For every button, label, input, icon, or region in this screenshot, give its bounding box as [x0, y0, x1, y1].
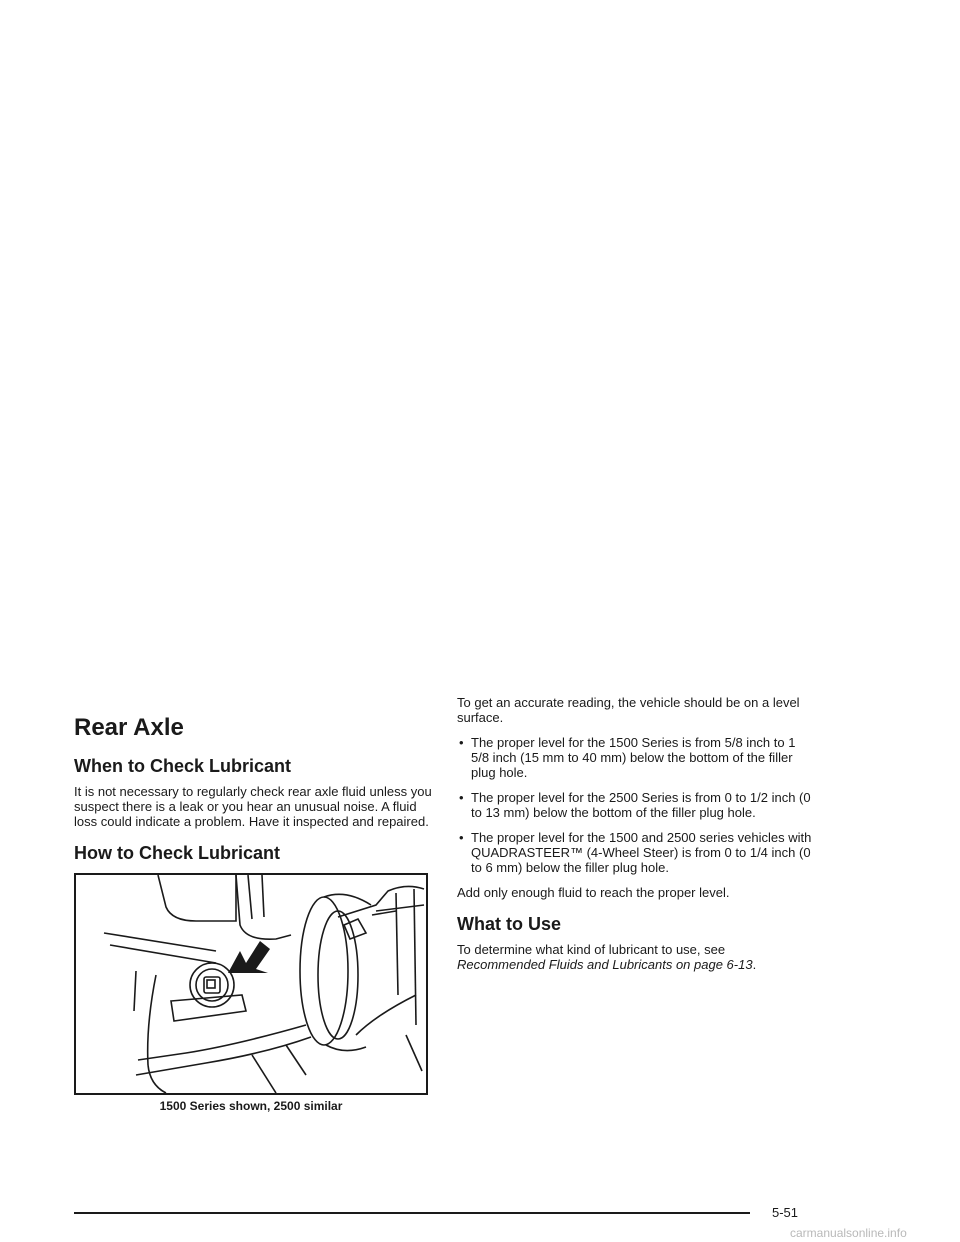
- figure-caption: 1500 Series shown, 2500 similar: [159, 1099, 343, 1113]
- watermark: carmanualsonline.info: [790, 1226, 907, 1240]
- section-heading-when: When to Check Lubricant: [74, 756, 292, 776]
- section-body-what: To determine what kind of lubricant to use, see Recommended Fluids and Lubricants on page 6-13.: [457, 942, 757, 972]
- footer-rule: [74, 1212, 750, 1214]
- section-heading-what: What to Use: [457, 914, 562, 934]
- list-item: • The proper level for the 2500 Series is from 0 to 1/2 inch (0 to 13 mm) below the bottom of the filler plug hole.: [459, 790, 811, 820]
- add-fluid-text: Add only enough fluid to reach the proper level.: [457, 885, 730, 900]
- bullet-icon: •: [459, 790, 464, 805]
- page-title: Rear Axle: [74, 714, 184, 741]
- list-item: • The proper level for the 1500 and 2500 series vehicles with QUADRASTEER™ (4-Wheel Steer) is from 0 to 1/4 inch (0 to 6 mm) below the filler plug hole.: [459, 830, 812, 875]
- page-number: 5-51: [772, 1205, 799, 1220]
- bullet-icon: •: [459, 735, 464, 750]
- section-heading-how: How to Check Lubricant: [74, 843, 281, 863]
- rear-axle-illustration: [76, 875, 426, 1093]
- recommended-fluids-link[interactable]: Recommended Fluids and Lubricants on page 6-13: [457, 957, 753, 972]
- section-body-when: It is not necessary to regularly check rear axle fluid unless you suspect there is a leak or you hear an unusual noise. A fluid loss could indicate a problem. Have it inspected and repaired.: [74, 784, 432, 829]
- left-column: [74, 712, 432, 1113]
- rear-axle-figure: [74, 873, 428, 1095]
- intro-text: To get an accurate reading, the vehicle should be on a level surface.: [457, 695, 800, 725]
- arrow-icon: [228, 941, 270, 973]
- bullet-icon: •: [459, 830, 464, 845]
- list-item: • The proper level for the 1500 Series is from 5/8 inch to 1 5/8 inch (15 mm to 40 mm) below the bottom of the filler plug hole.: [459, 735, 796, 780]
- right-column: [457, 695, 817, 972]
